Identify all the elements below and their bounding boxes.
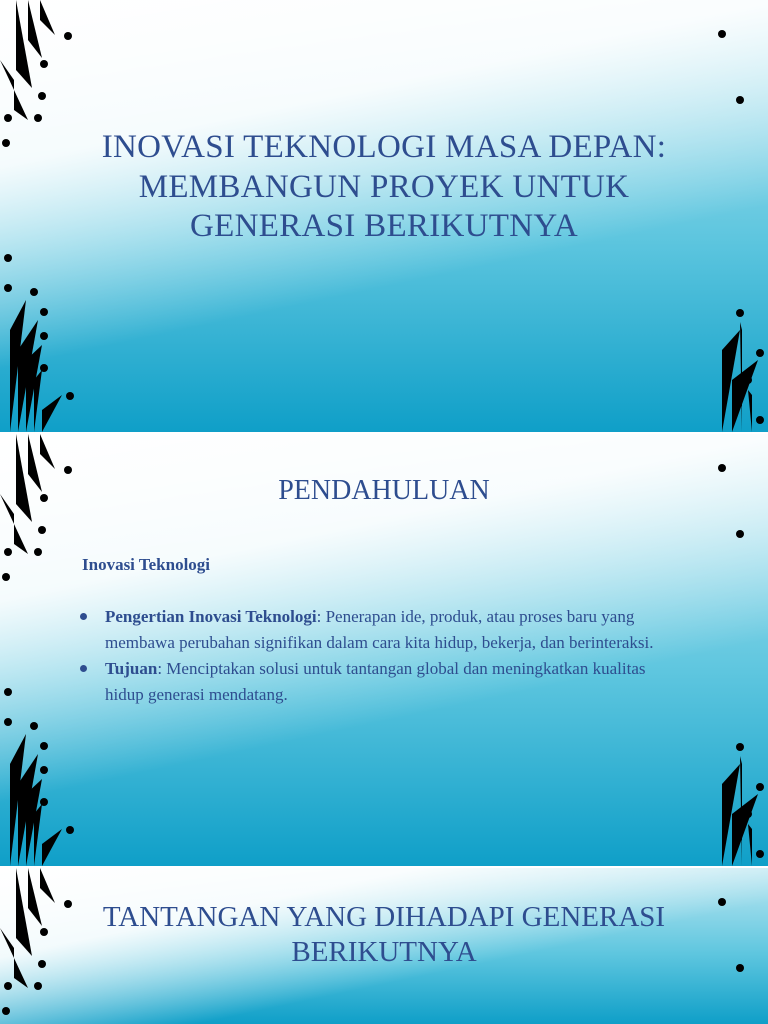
- slide-heading: PENDAHULUAN: [278, 475, 490, 506]
- bullet-icon: [80, 665, 87, 672]
- slide-challenges: [0, 868, 768, 1024]
- slide-title-text: INOVASI TEKNOLOGI MASA DEPAN: MEMBANGUN PROYEK UNTUK GENERASI BERIKUTNYA: [101, 129, 667, 245]
- slide-introduction: [0, 434, 768, 866]
- bullet-text: : Menciptakan solusi untuk tantangan global dan meningkatkan kualitas hidup generasi mendatang.: [105, 659, 646, 704]
- slide-heading: TANTANGAN YANG DIHADAPI GENERASI BERIKUTNYA: [102, 901, 666, 968]
- bullet-list: [78, 604, 678, 708]
- bullet-icon: [80, 613, 87, 620]
- slide-title: [0, 0, 768, 432]
- bullet-item: [78, 604, 678, 656]
- bullet-item: [78, 656, 678, 708]
- bullet-term: Pengertian Inovasi Teknologi: [105, 607, 317, 626]
- bullet-text: : Penerapan ide, produk, atau proses baru yang membawa perubahan signifikan dalam cara kita hidup, bekerja, dan berinteraksi.: [105, 607, 654, 652]
- section-subheading: Inovasi Teknologi: [82, 555, 211, 574]
- bullet-term: Tujuan: [105, 659, 158, 678]
